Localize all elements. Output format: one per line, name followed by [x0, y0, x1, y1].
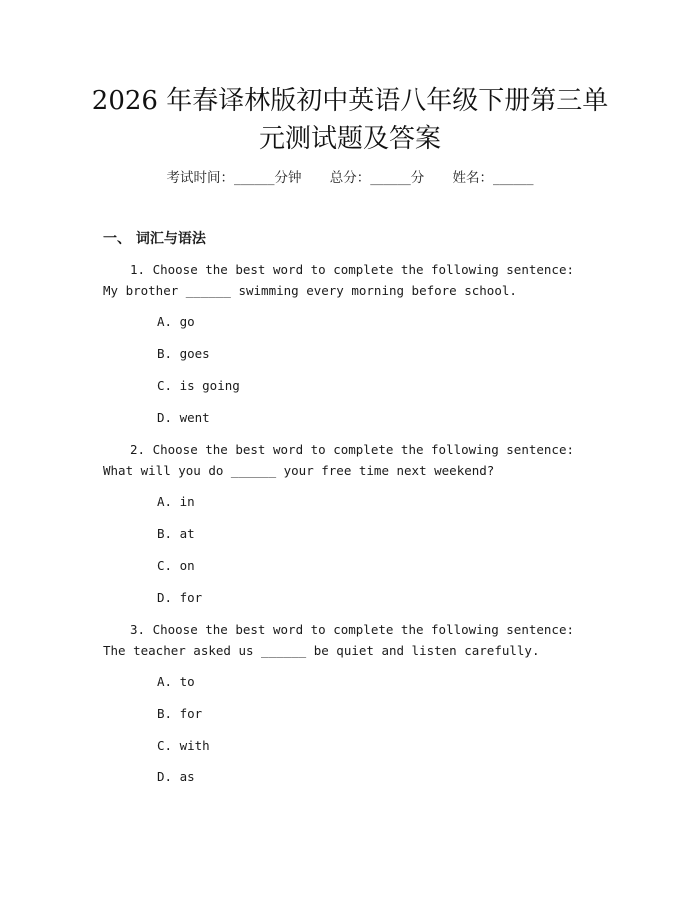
q2-option-a: A. in [157, 494, 195, 509]
exam-student-name: 姓名：______ [452, 170, 534, 186]
q2-option-c: C. on [157, 558, 195, 573]
q1-option-a: A. go [157, 314, 195, 329]
q1-option-b: B. goes [157, 346, 210, 361]
q3-option-d: D. as [157, 769, 195, 784]
question-2: 2. Choose the best word to complete the following sentence: What will you do ______ your free time next weekend? [103, 442, 575, 478]
q3-option-a: A. to [157, 674, 195, 689]
question-1: 1. Choose the best word to complete the following sentence: My brother ______ swimming every morning before school. [103, 262, 575, 298]
section-heading: 一、 词汇与语法 [103, 231, 206, 247]
q3-option-b: B. for [157, 706, 203, 721]
exam-meta [0, 168, 700, 188]
exam-total-score: 总分：______分 [329, 170, 425, 186]
exam-time: 考试时间：______分钟 [166, 170, 302, 186]
q1-option-c: C. is going [157, 378, 240, 393]
title-line-1: 2026 年春译林版初中英语八年级下册第三单 [91, 86, 609, 116]
page-title [0, 82, 700, 158]
q2-option-b: B. at [157, 526, 195, 541]
q1-option-d: D. went [157, 410, 210, 425]
question-3: 3. Choose the best word to complete the following sentence: The teacher asked us ______ be quiet and listen carefully. [103, 622, 575, 658]
q2-option-d: D. for [157, 590, 203, 605]
q3-option-c: C. with [157, 738, 210, 753]
title-line-2: 元测试题及答案 [258, 124, 441, 154]
